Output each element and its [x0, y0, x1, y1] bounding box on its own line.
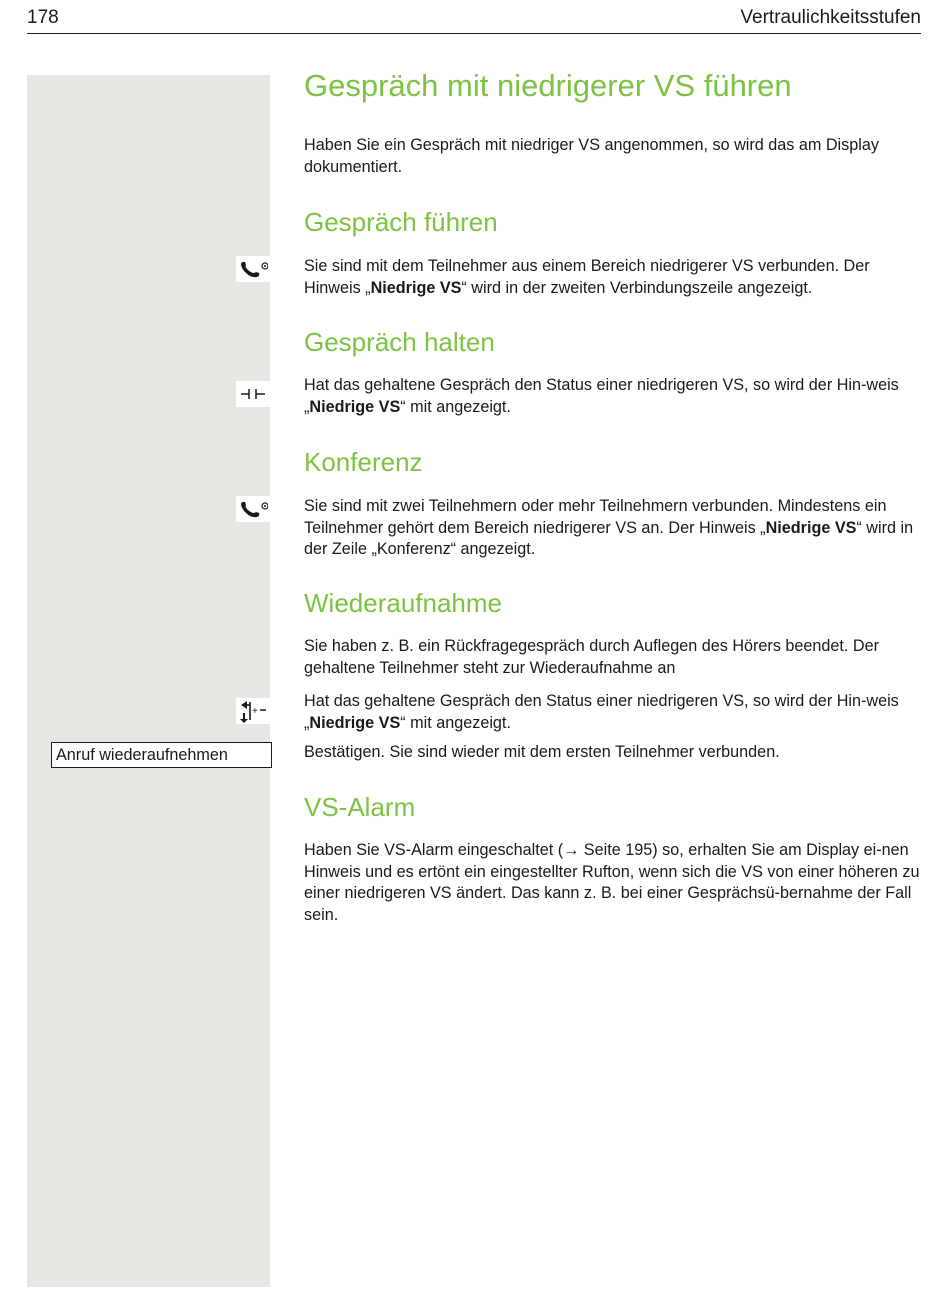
handset-connected-icon: [236, 496, 270, 522]
header-rule: [27, 33, 921, 34]
paragraph-konferenz: Sie sind mit zwei Teilnehmern oder mehr Teilnehmern verbunden. Mindestens ein Teilnehmer gehört dem Bereich niedrigerer VS an. Der Hinweis „Niedrige VS“ wird in der Zeile „Konferenz“ angezeigt.: [304, 497, 914, 558]
heading-gespraech-halten: Gespräch halten: [304, 327, 495, 357]
resume-call-softkey[interactable]: Anruf wiederaufnehmen: [51, 742, 272, 768]
heading-konferenz: Konferenz: [304, 447, 423, 477]
svg-text:+: +: [252, 706, 258, 717]
resume-call-icon: [236, 698, 270, 724]
main-title: Gespräch mit niedrigerer VS führen: [304, 68, 792, 103]
intro-paragraph: Haben Sie ein Gespräch mit niedriger VS angenommen, so wird das am Display dokumentiert.: [304, 136, 879, 176]
paragraph-gespraech-halten: Hat das gehaltene Gespräch den Status einer niedrigeren VS, so wird der Hin-weis „Niedrige VS“ mit angezeigt.: [304, 376, 899, 416]
heading-gespraech-fuehren: Gespräch führen: [304, 207, 498, 237]
handset-connected-icon: [236, 256, 270, 282]
paragraph-wiederaufnahme-intro: Sie haben z. B. ein Rückfragegespräch durch Auflegen des Hörers beendet. Der gehaltene Teilnehmer steht zur Wiederaufnahme an: [304, 637, 880, 677]
sidebar-column: [27, 75, 270, 1287]
heading-wiederaufnahme: Wiederaufnahme: [304, 588, 502, 618]
heading-vs-alarm: VS-Alarm: [304, 792, 416, 822]
page-number: 178: [27, 7, 59, 28]
paragraph-gespraech-fuehren: Sie sind mit dem Teilnehmer aus einem Bereich niedrigerer VS verbunden. Der Hinweis „Niedrige VS“ wird in der zweiten Verbindungszeile angezeigt.: [304, 257, 870, 297]
paragraph-wiederaufnahme-status: Hat das gehaltene Gespräch den Status einer niedrigeren VS, so wird der Hin-weis „Niedrige VS“ mit angezeigt.: [304, 692, 899, 732]
hold-icon: [236, 381, 270, 407]
paragraph-vs-alarm: Haben Sie VS-Alarm eingeschaltet (→ Seite 195) so, erhalten Sie am Display ei-nen Hinweis und es ertönt ein eingestellter Rufton, wenn sich die VS von einer höheren zu einer niedrigeren VS ändert. Das kann z. B. bei einer Gesprächsü-bernahme der Fall sein.: [304, 841, 920, 924]
paragraph-confirm: Bestätigen. Sie sind wieder mit dem ersten Teilnehmer verbunden.: [304, 743, 780, 761]
chapter-title: Vertraulichkeitsstufen: [740, 7, 921, 28]
